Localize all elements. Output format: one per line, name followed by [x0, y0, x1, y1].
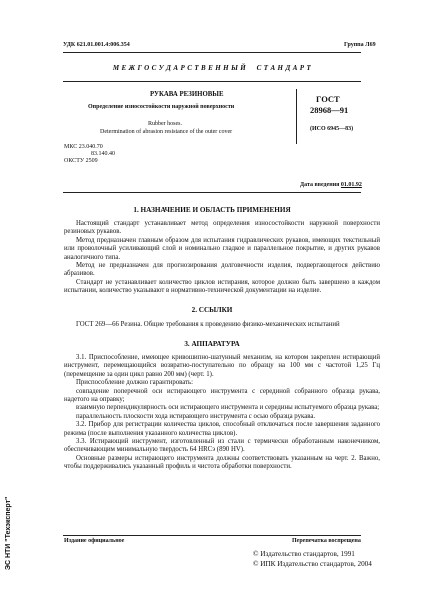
section2-body — [64, 321, 380, 329]
intro-date-label: Дата введения — [300, 182, 340, 188]
section3-paragraph: 3.1. Приспособление, имеющее кривошипно-шатунный механизм, на котором закреплен истирающий инструмент, перемещающийся возвратно-поступательно по образцу на 100 мм с частотой 1,25 Гц (перемещение за один цикл равно 200 мм) (черт. 1). — [64, 354, 380, 378]
section3-paragraph: Приспособление должно гарантировать: — [76, 379, 194, 387]
section3-paragraph: взаимную перпендикулярность оси истирающего инструмента и середины испытуемого образца рукава; — [76, 404, 380, 412]
copyright-1: © Издательство стандартов, 1991 — [253, 550, 355, 558]
iso-reference: (ИСО 6945—83) — [310, 126, 354, 132]
group-code: Группа Л69 — [344, 42, 376, 48]
standard-banner: М Е Ж Г О С У Д А Р С Т В Е Н Н Ы Й С Т А Н Д А Р Т — [112, 64, 312, 72]
section1-paragraph: Метод предназначен главным образом для испытания гидравлических рукавов, имеющих текстильный или проволочный усиливающий слой и номинально гладкое и параллельное покрытие, и других рукавов аналогичного типа. — [64, 236, 380, 261]
header-rule — [63, 52, 361, 53]
section2-paragraph: ГОСТ 269—66 Резина. Общие требования к проведению физико-механических испытаний — [76, 321, 340, 328]
section3-paragraph: Основные размеры истирающего инструмента должны соответствовать указанным на черт. 2. Важно, чтобы поддерживались указанный профиль и чистота обработки поверхности. — [64, 454, 380, 471]
mks-code-1: МКС 23.040.70 — [64, 144, 103, 150]
title-block-divider — [296, 89, 297, 144]
section3-paragraph: 3.3. Истирающий инструмент, изготовленный из стали с термически обработанным наконечником, обеспечивающим минимальную твердость 64 HRCэ (890 HV). — [64, 438, 380, 454]
section3-paragraph: совпадение поперечной оси истирающего инструмента с серединой собранного образца рукава, надетого на оправку; — [64, 387, 380, 404]
mks-code-2: 83.140.40 — [91, 151, 115, 157]
copyright-2: © ИПК Издательство стандартов, 2004 — [253, 560, 372, 568]
date-rule — [63, 192, 361, 193]
document-title: РУКАВА РЕЗИНОВЫЕ — [150, 91, 224, 98]
banner-rule — [63, 81, 361, 82]
english-title-1: Rubber hoses. — [148, 121, 182, 127]
okstu-code: ОКСТУ 2509 — [64, 158, 98, 164]
udk-code: УДК 621.01.001.4:006.354 — [63, 42, 130, 48]
section3-body — [64, 354, 380, 472]
english-title-2: Determination of abrasion resistance of the outer cover — [100, 129, 233, 135]
section3-paragraph: 3.2. Прибор для регистрации количества циклов, способный отключаться после завершения заданного режима (после выполнения указанного количества циклов). — [64, 421, 380, 437]
section1-paragraph: Метод не предназначен для прогнозирования долговечности изделия, подвергающегося действию абразивов. — [64, 262, 380, 278]
section1-body — [64, 220, 380, 296]
section3-paragraph: параллельность плоскости хода истирающего инструмента с осью образца рукава. — [76, 412, 316, 420]
document-subtitle: Определение износостойкости наружной поверхности — [88, 104, 235, 110]
section1-title: 1. НАЗНАЧЕНИЕ И ОБЛАСТЬ ПРИМЕНЕНИЯ — [133, 206, 291, 214]
gost-number: 28968—91 — [310, 105, 349, 115]
gost-label: ГОСТ — [316, 94, 340, 104]
side-stamp: ЭС НТИ "Техэксперт" — [5, 496, 12, 570]
official-edition: Издание официальное — [64, 538, 125, 544]
reprint-notice: Перепечатка воспрещена — [292, 538, 361, 544]
intro-date — [300, 182, 362, 190]
intro-date-value: 01.01.92 — [340, 182, 362, 188]
footer-rule — [63, 535, 361, 536]
section1-paragraph: Стандарт не устанавливает количество циклов истирания, которое должно быть завершено в каждом испытании, количество указывают в нормативно-технической документации на изделие. — [64, 278, 380, 295]
section1-paragraph: Настоящий стандарт устанавливает метод определения износостойкости наружной поверхности резиновых рукавов. — [64, 220, 380, 236]
section3-title: 3. АППАРАТУРА — [184, 340, 240, 348]
section2-title: 2. ССЫЛКИ — [191, 306, 233, 314]
